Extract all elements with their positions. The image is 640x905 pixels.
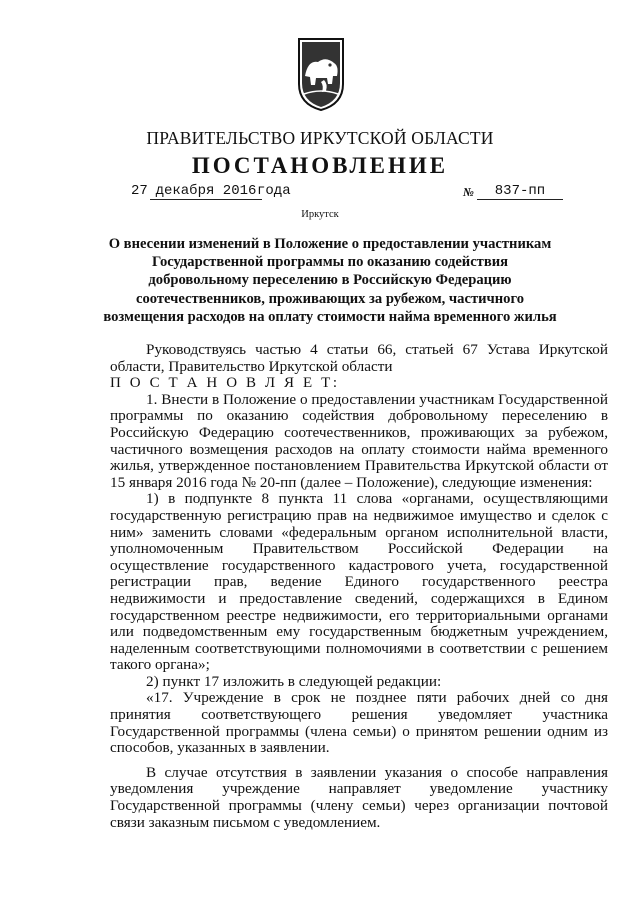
document-body [110,342,608,831]
paragraph-5: В случае отсутствия в заявлении указания о способе направления уведомления учреждение направляет уведомление участнику Государственной программы (члену семьи) через организации почтовой связи заказным письмом с уведомлением. [110,763,608,831]
decree-word: П О С Т А Н О В Л Я Е Т: [110,375,340,392]
paragraph-4: «17. Учреждение в срок не позднее пяти рабочих дней со дня принятия соответствующего решения уведомляет участника Государственной программы (члена семьи) о принятом решении одним из способов, указанных в заявлении. [110,689,608,757]
date-month: декабря 2016 [150,183,262,200]
document-number: 837-пп [477,183,563,200]
organization-name: ПРАВИТЕЛЬСТВО ИРКУТСКОЙ ОБЛАСТИ [146,128,494,148]
city: Иркутск [301,209,339,220]
date-number-line [131,183,561,203]
date-year: года [257,183,291,199]
number-sign: № [463,185,474,199]
coat-of-arms-emblem [296,36,346,112]
date-day: 27 [131,183,148,199]
document-title: О внесении изменений в Положение о предоставлении участникам Государственной программы по оказанию содействия добровольному переселению в Российскую Федерацию соотечественников, проживающих за рубежом, частичного возмещения расходов на оплату стоимости найма временного жилья [103,236,557,325]
document-type: ПОСТАНОВЛЕНИЕ [191,153,449,178]
preamble-paragraph: Руководствуясь частью 4 статьи 66, статьей 67 Устава Иркутской области, Правительство Иркутской области [110,341,608,375]
paragraph-3: 2) пункт 17 изложить в следующей редакции: [146,672,442,690]
paragraph-2: 1) в подпункте 8 пункта 11 слова «органами, осуществляющими государственную регистрацию прав на недвижимое имущество и сделок с ним» заменить словами «федеральным органом исполнительной власти, уполномоченным Правительством Российской Федерации на осуществление государственного кадастрового учета, государственной регистрации прав, ведение Единого государственного реестра недвижимости и предоставление сведений, содержащихся в Едином государственном реестре недвижимости, его территориальными органами или подведомственным ему государственным бюджетным учреждением, наделенным соответствующими полномочиями в соответствии с решением такого органа»; [110,490,608,674]
paragraph-1: 1. Внести в Положение о предоставлении участникам Государственной программы по оказанию содействия добровольному переселению в Российскую Федерацию соотечественников, проживающих за рубежом, частичного возмещения расходов на оплату стоимости найма временного жилья, утвержденное постановлением Правительства Иркутской области от 15 января 2016 года № 20-пп (далее – Положение), следующие изменения: [110,390,608,491]
